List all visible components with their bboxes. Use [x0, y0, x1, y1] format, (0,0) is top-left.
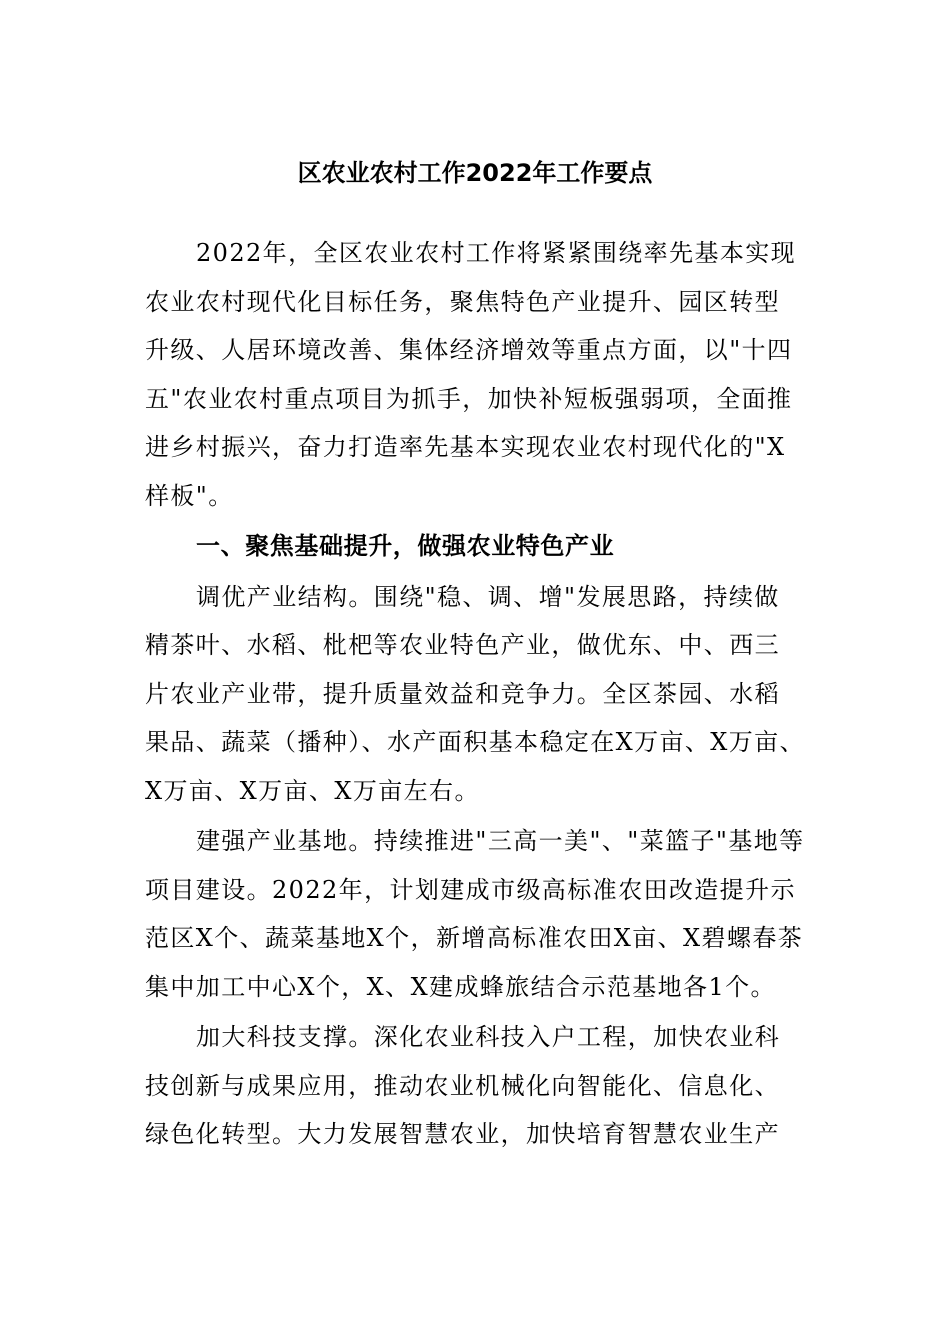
- document-title: 区农业农村工作2022年工作要点: [297, 159, 653, 187]
- paragraph-tech-support: 加大科技支撑。深化农业科技入户工程，加快农业科技创新与成果应用，推动农业机械化向智能化、信息化、绿色化转型。大力发展智慧农业，加快培育智慧农业生产: [145, 1023, 781, 1148]
- paragraph-industry-base: 建强产业基地。持续推进"三高一美"、"菜篮子"基地等项目建设。2022年，计划建成市级高标准农田改造提升示范区X个、蔬菜基地X个，新增高标准农田X亩、X碧螺春茶集中加工中心X个，X、X建成蜂旅结合示范基地各1个。: [145, 827, 805, 1001]
- paragraph-industry-structure: 调优产业结构。围绕"稳、调、增"发展思路，持续做精茶叶、水稻、枇杷等农业特色产业，做优东、中、西三片农业产业带，提升质量效益和竞争力。全区茶园、水稻果品、蔬菜（播种）、水产面积基本稳定在X万亩、X万亩、X万亩、X万亩、X万亩左右。: [145, 582, 805, 805]
- intro-paragraph: 2022年，全区农业农村工作将紧紧围绕率先基本实现农业农村现代化目标任务，聚焦特色产业提升、园区转型升级、人居环境改善、集体经济增效等重点方面，以"十四五"农业农村重点项目为抓手，加快补短板强弱项，全面推进乡村振兴，奋力打造率先基本实现农业农村现代化的"X样板"。: [145, 239, 797, 510]
- section-heading: 一、聚焦基础提升，做强农业特色产业: [196, 532, 615, 560]
- document-body: [145, 229, 805, 1161]
